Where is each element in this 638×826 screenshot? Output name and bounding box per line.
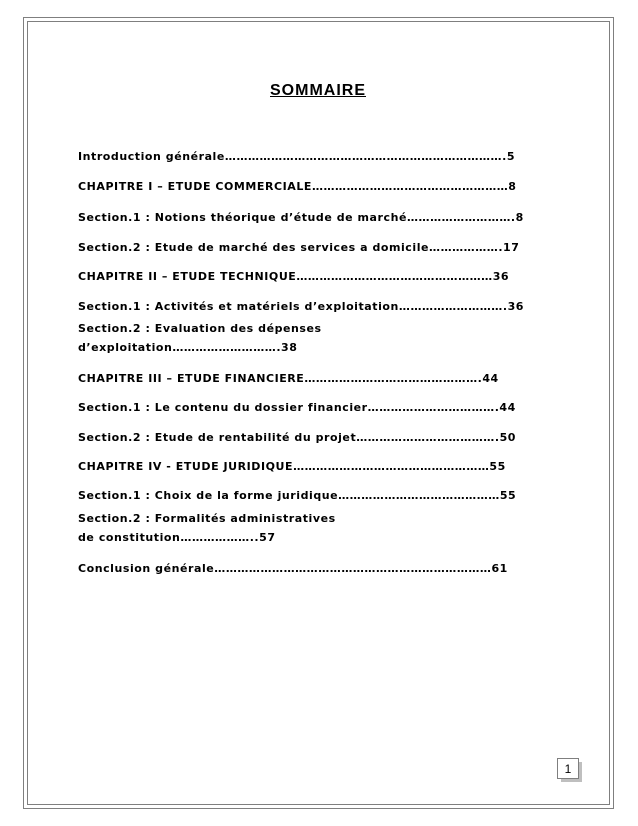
toc-entry-chapitre-1-section-2[interactable]: Section.2 : Etude de marché des services a domicile……………….17 — [78, 241, 520, 254]
toc-entry-chapitre-2-section-2[interactable]: Section.2 : Evaluation des dépenses d’exploitation……………………….38 — [78, 322, 322, 354]
document-title-text: SOMMAIRE — [270, 82, 366, 99]
toc-entry-chapitre-4-section-2[interactable]: Section.2 : Formalités administratives de constitution………………..57 — [78, 512, 336, 544]
page-number: 1 — [557, 758, 579, 779]
toc-entry-conclusion[interactable]: Conclusion générale………………………………………………………………61 — [78, 562, 508, 575]
toc-entry-chapitre-4-section-1[interactable]: Section.1 : Choix de la forme juridique……………………………………55 — [78, 489, 517, 502]
page-number-shadow-bottom — [561, 779, 582, 782]
toc-entry-chapitre-4[interactable]: CHAPITRE IV - ETUDE JURIDIQUE……………………………………………55 — [78, 460, 506, 473]
toc-entry-chapitre-1[interactable]: CHAPITRE I – ETUDE COMMERCIALE……………………………………………8 — [78, 180, 517, 193]
toc-entry-introduction[interactable]: Introduction générale……………………………………………………………….5 — [78, 150, 516, 163]
document-title — [0, 82, 638, 100]
toc-entry-chapitre-1-section-1[interactable]: Section.1 : Notions théorique d’étude de marché……………………….8 — [78, 211, 524, 224]
toc-entry-chapitre-3-section-1[interactable]: Section.1 : Le contenu du dossier financier…………………………….44 — [78, 401, 516, 414]
toc-entry-chapitre-3-section-2[interactable]: Section.2 : Etude de rentabilité du projet……………………………….50 — [78, 431, 516, 444]
toc-entry-chapitre-2-section-1[interactable]: Section.1 : Activités et matériels d’exploitation……………………….36 — [78, 300, 524, 313]
toc-entry-chapitre-2[interactable]: CHAPITRE II – ETUDE TECHNIQUE……………………………………………36 — [78, 270, 510, 283]
toc-entry-chapitre-3[interactable]: CHAPITRE III – ETUDE FINANCIERE……………………………………….44 — [78, 372, 499, 385]
